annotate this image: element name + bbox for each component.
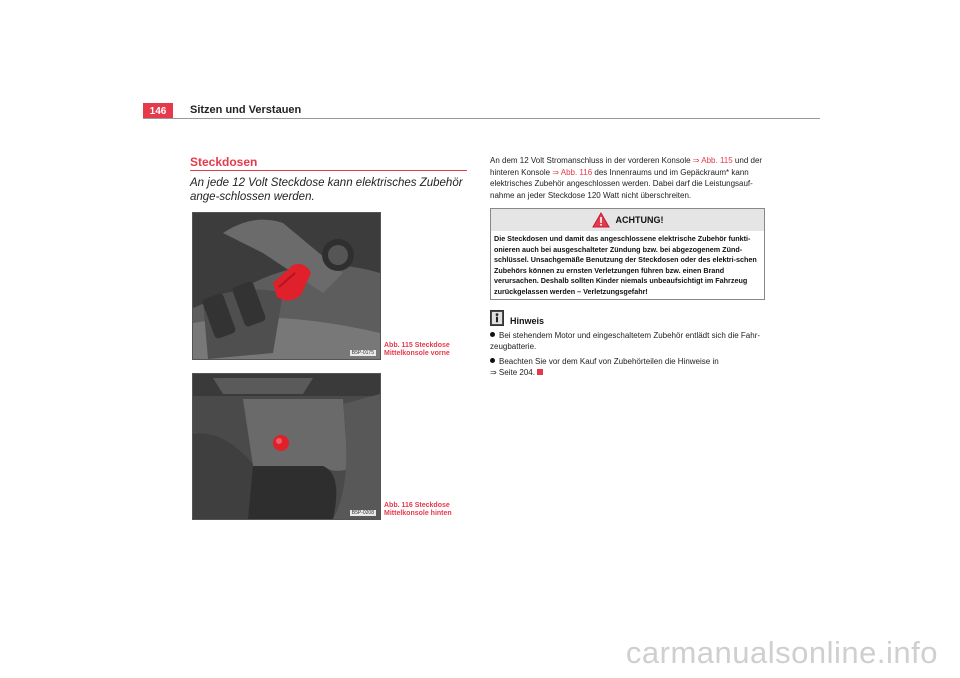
figure-caption-115	[384, 342, 450, 358]
warning-text: Die Steckdosen und damit das angeschlossene elektrische Zubehör funkti-onieren auch bei ausgeschalteter Zündung bzw. bei abgezogenem Zünd-schlüssel. Unsachgemäße Benutzung der Steckdosen oder des elektri-schen Zubehörs können zu ernsten Verletzungen führen bzw. einen Brand verursachen. Deshalb sollten Kinder niemals unbeaufsichtigt im Fahrzeug zurückgelassen werden – Verletzungsgefahr!	[494, 234, 757, 296]
body-text-segment: An dem 12 Volt Stromanschluss in der vorderen Konsole	[490, 156, 693, 165]
bullet-dot	[490, 358, 495, 363]
warning-box	[490, 208, 765, 300]
warning-header	[491, 209, 764, 231]
section-rule	[190, 170, 467, 171]
figure-link-116[interactable]: ⇒ Abb. 116	[552, 167, 593, 177]
note-icon	[490, 310, 504, 326]
header-rule	[143, 118, 820, 119]
section-end-mark	[537, 369, 543, 375]
section-title: Steckdosen	[190, 155, 258, 169]
figure-link-115[interactable]: ⇒ Abb. 115	[692, 156, 733, 165]
figure-rear-console	[192, 373, 381, 520]
running-title: Sitzen und Verstauen	[190, 104, 302, 116]
bullet-text: Beachten Sie vor dem Kauf von Zubehörteilen die Hinweise in	[499, 357, 719, 366]
rear-console-illustration	[193, 374, 380, 519]
caption-line: Mittelkonsole vorne	[384, 350, 450, 357]
figure-code: B5P-0175	[351, 350, 374, 356]
figure-front-console	[192, 212, 381, 360]
bullet-text: Bei stehendem Motor und eingeschaltetem Zubehör entlädt sich die Fahr-zeugbatterie.	[490, 331, 761, 351]
note-bullet-1	[490, 330, 768, 352]
caption-line: Abb. 115 Steckdose	[384, 342, 450, 349]
page-link-204[interactable]: ⇒ Seite 204.	[490, 368, 535, 377]
bullet-dot	[490, 332, 495, 337]
warning-triangle-icon	[592, 212, 610, 228]
page-number: 146	[143, 103, 173, 119]
body-text-segment: des Innenraums und im Gepäckraum* kann elektrisches Zubehör angeschlossen werden. Dabei darf die Leistungsauf-nahme an jeder Steckdose 120 Watt nicht überschreiten.	[490, 167, 753, 200]
section-intro: An jede 12 Volt Steckdose kann elektrisches Zubehör ange-schlossen werden.	[190, 177, 463, 203]
caption-line: Abb. 116 Steckdose	[384, 502, 450, 509]
note-bullet-2	[490, 356, 768, 378]
watermark: carmanualsonline.info	[625, 635, 938, 670]
caption-line: Mittelkonsole hinten	[384, 510, 452, 517]
figure-code: B5P-0208	[351, 510, 374, 516]
front-console-illustration	[193, 213, 380, 359]
body-paragraph	[490, 155, 768, 201]
figure-caption-116	[384, 502, 452, 518]
warning-title: ACHTUNG!	[615, 215, 664, 225]
body-text-segment: und der hinteren Konsole	[490, 156, 763, 177]
note-title: Hinweis	[510, 316, 545, 326]
note-header	[490, 310, 544, 326]
